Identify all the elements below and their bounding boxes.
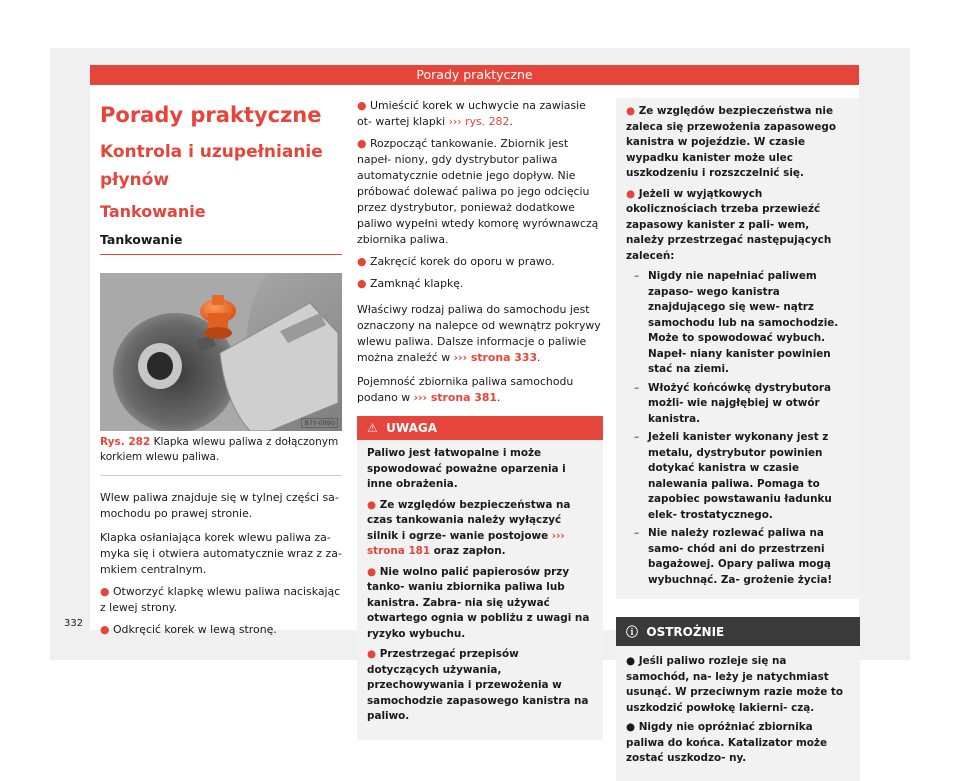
list-item: ● Otworzyć klapkę wlewu paliwa naciskając z lewej strony.: [100, 585, 341, 614]
warning-item-text: oraz zapłon.: [433, 545, 506, 557]
warning-subitem-text: Jeżeli kanister wykonany jest z metalu, dystrybutor powinien dotykać kanistra w czasie nalewania paliwa. Pomaga to zapobiec powstawaniu ładunku elek- trostatycznego.: [648, 431, 832, 521]
warning-title: UWAGA: [386, 421, 437, 435]
page-number: 332: [64, 618, 84, 629]
caution-header: [616, 617, 860, 646]
warning-continuation-box: [616, 98, 860, 599]
paragraph: Wlew paliwa znajduje się w tylnej części sa- mochodu po prawej stronie.: [100, 491, 339, 520]
warning-intro: Paliwo jest łatwopalne i może spowodować poważne oparzenia i inne obrażenia.: [367, 447, 566, 490]
page-header: Porady praktyczne: [90, 65, 859, 85]
warning-triangle-icon: ⚠: [367, 421, 378, 435]
figure-reference-link[interactable]: ››› rys. 282: [448, 115, 510, 128]
paragraph: Klapka osłaniająca korek wlewu paliwa za- myka się i otwiera automatycznie wraz z za- mkiem centralnym.: [100, 531, 342, 576]
list-item-text: Zakręcić korek do oporu w prawo.: [369, 255, 555, 268]
list-item-text: Otworzyć klapkę wlewu paliwa naciskając z lewej strony.: [100, 585, 341, 614]
warning-item-text: Jeżeli w wyjątkowych okolicznościach trzeba przewieźć zapasowy kanister z pali- wem, należy przestrzegać następujących zaleceń:: [626, 187, 832, 262]
figure-caption: [100, 435, 342, 476]
list-item: ● Zamknąć klapkę.: [357, 277, 464, 290]
caution-box: [616, 617, 860, 781]
warning-item: ● Jeżeli w wyjątkowych okolicznościach trzeba przewieźć zapasowy kanister z pali- wem, należy przestrzegać następujących zaleceń:: [626, 187, 832, 262]
column-left: [100, 98, 342, 638]
caution-item: ● Jeśli paliwo rozleje się na samochód, na- leży je natychmiast usunąć. W przeciwnym razie może to uszkodzić powłokę lakierni- czą.: [626, 655, 843, 714]
warning-subitem-text: Nigdy nie napełniać paliwem zapaso- wego kanistra znajdującego się wew- nątrz samochodu lub na samochodzie. Może to spowodować wybuch. Napeł- niany kanister powinien stać na ziemi.: [648, 270, 839, 375]
topic-title: Tankowanie: [100, 230, 342, 255]
warning-item: ● Ze względów bezpieczeństwa na czas tankowania należy wyłączyć silnik i ogrze- wanie postojowe ››› strona 181 oraz zapłon.: [367, 498, 571, 557]
warning-box: [357, 416, 603, 740]
warning-subitem-text: Włożyć końcówkę dystrybutora możli- wie najgłębiej w otwór kanistra.: [648, 381, 832, 425]
caution-item-text: Jeśli paliwo rozleje się na samochód, na- leży je natychmiast usunąć. W przeciwnym razie może to uszkodzić powłokę lakierni- czą.: [626, 655, 843, 714]
list-item: ● Umieścić korek w uchwycie na zawiasie ot- wartej klapki ››› rys. 282.: [357, 99, 586, 128]
figure-caption-text: Klapka wlewu paliwa z dołączonym korkiem wlewu paliwa.: [100, 436, 339, 463]
page-reference-link[interactable]: ››› strona 333: [453, 351, 538, 364]
paragraph-text: Pojemność zbiornika paliwa samochodu podano w: [357, 375, 574, 404]
list-item-text: Odkręcić korek w lewą stronę.: [112, 623, 277, 636]
warning-item-text: Nie wolno palić papierosów przy tanko- waniu zbiornika paliwa lub kanistra. Zabra- nia się używać otwartego ognia w pobliżu z uwagi na ryzyko wybuchu.: [367, 565, 590, 640]
list-item: ● Zakręcić korek do oporu w prawo.: [357, 255, 555, 268]
warning-item: ● Ze względów bezpieczeństwa nie zaleca się przewożenia zapasowego kanistra w pojeździe. W czasie wypadku kanister może ulec uszkodzeniu i rozszczelnić się.: [626, 105, 836, 179]
warning-item-text: Przestrzegać przepisów dotyczących używania, przechowywania i przewożenia w samochodzie zapasowego kanistra na paliwo.: [367, 648, 589, 722]
figure-number: Rys. 282: [100, 436, 151, 448]
list-item: ● Odkręcić korek w lewą stronę.: [100, 623, 277, 636]
caution-body: [616, 646, 860, 781]
fuel-flap-figure: [100, 273, 342, 431]
warning-item-text: Ze względów bezpieczeństwa nie zaleca się przewożenia zapasowego kanistra w pojeździe. W czasie wypadku kanister może ulec uszkodzeniu i rozszczelnić się.: [626, 105, 836, 179]
page-reference-link[interactable]: ››› strona 381: [413, 391, 498, 404]
caution-item: ● Nigdy nie opróżniać zbiornika paliwa do końca. Katalizator może zostać uszkodzo- ny.: [626, 721, 828, 764]
warning-subitem: – Włożyć końcówkę dystrybutora możli- wie najgłębiej w otwór kanistra.: [634, 381, 832, 425]
warning-item: ● Nie wolno palić papierosów przy tanko- waniu zbiornika paliwa lub kanistra. Zabra- nia się używać otwartego ognia w pobliżu z uwagi na ryzyko wybuchu.: [367, 565, 590, 640]
warning-subitem: – Nie należy rozlewać paliwa na samo- chód ani do przestrzeni bagażowej. Opary paliwa mogą wybuchnąć. Za- grożenie życia!: [634, 527, 833, 586]
paragraph-text: Właściwy rodzaj paliwa do samochodu jest oznaczony na nalepce od wewnątrz pokrywy wlewu paliwa. Dalsze informacje o paliwie można znaleźć w: [357, 303, 601, 364]
fuel-flap-illustration: [100, 273, 342, 431]
subsection-title: Tankowanie: [100, 202, 206, 221]
warning-item: ● Przestrzegać przepisów dotyczących używania, przechowywania i przewożenia w samochodzie zapasowego kanistra na paliwo.: [367, 648, 589, 722]
caution-title: OSTROŻNIE: [646, 625, 725, 639]
caution-item-text: Nigdy nie opróżniać zbiornika paliwa do końca. Katalizator może zostać uszkodzo- ny.: [626, 721, 828, 764]
column-middle: [357, 98, 603, 740]
list-item: ● Rozpocząć tankowanie. Zbiornik jest napeł- niony, gdy dystrybutor paliwa automatycznie odetnie jego dopływ. Nie próbować dolewać paliwa po jego odcięciu przez dystrybutor, ponieważ dodatkowe paliwo wypełni wtedy komorę wyrównawczą zbiornika paliwa.: [357, 137, 599, 246]
info-circle-icon: ⓘ: [626, 625, 639, 639]
section-title: Kontrola i uzupełnianie płynów: [100, 142, 323, 190]
list-item-text: Umieścić korek w uchwycie na zawiasie ot- wartej klapki: [357, 99, 586, 128]
list-item-text: Rozpocząć tankowanie. Zbiornik jest napeł- niony, gdy dystrybutor paliwa automatycznie odetnie jego dopływ. Nie próbować dolewać paliwa po jego odcięciu przez dystrybutor, ponieważ dodatkowe paliwo wypełni wtedy komorę wyrównawczą zbiornika paliwa.: [357, 137, 599, 246]
warning-body: [357, 440, 603, 740]
warning-subitem: – Jeżeli kanister wykonany jest z metalu, dystrybutor powinien dotykać kanistra w czasie nalewania paliwa. Pomaga to zapobiec powstawaniu ładunku elek- trostatycznego.: [634, 431, 832, 521]
page-reference-link[interactable]: ››› strona 181: [367, 529, 565, 557]
warning-header: [357, 416, 603, 440]
column-right: [616, 98, 860, 781]
warning-subitem: – Nigdy nie napełniać paliwem zapaso- wego kanistra znajdującego się wew- nątrz samochodu lub na samochodzie. Może to spowodować wybuch. Napeł- niany kanister powinien stać na ziemi.: [634, 270, 839, 375]
list-item-text: Zamknąć klapkę.: [369, 277, 464, 290]
figure-code: B7Y-0990: [301, 418, 338, 428]
paragraph: Pojemność zbiornika paliwa samochodu podano w ››› strona 381.: [357, 375, 574, 404]
warning-item-text: Ze względów bezpieczeństwa na czas tankowania należy wyłączyć silnik i ogrze- wanie postojowe: [367, 498, 571, 542]
paragraph: Właściwy rodzaj paliwa do samochodu jest oznaczony na nalepce od wewnątrz pokrywy wlewu paliwa. Dalsze informacje o paliwie można znaleźć w ››› strona 333.: [357, 303, 601, 364]
chapter-title: Porady praktyczne: [100, 103, 322, 127]
warning-subitem-text: Nie należy rozlewać paliwa na samo- chód ani do przestrzeni bagażowej. Opary paliwa mogą wybuchnąć. Za- grożenie życia!: [648, 527, 833, 586]
